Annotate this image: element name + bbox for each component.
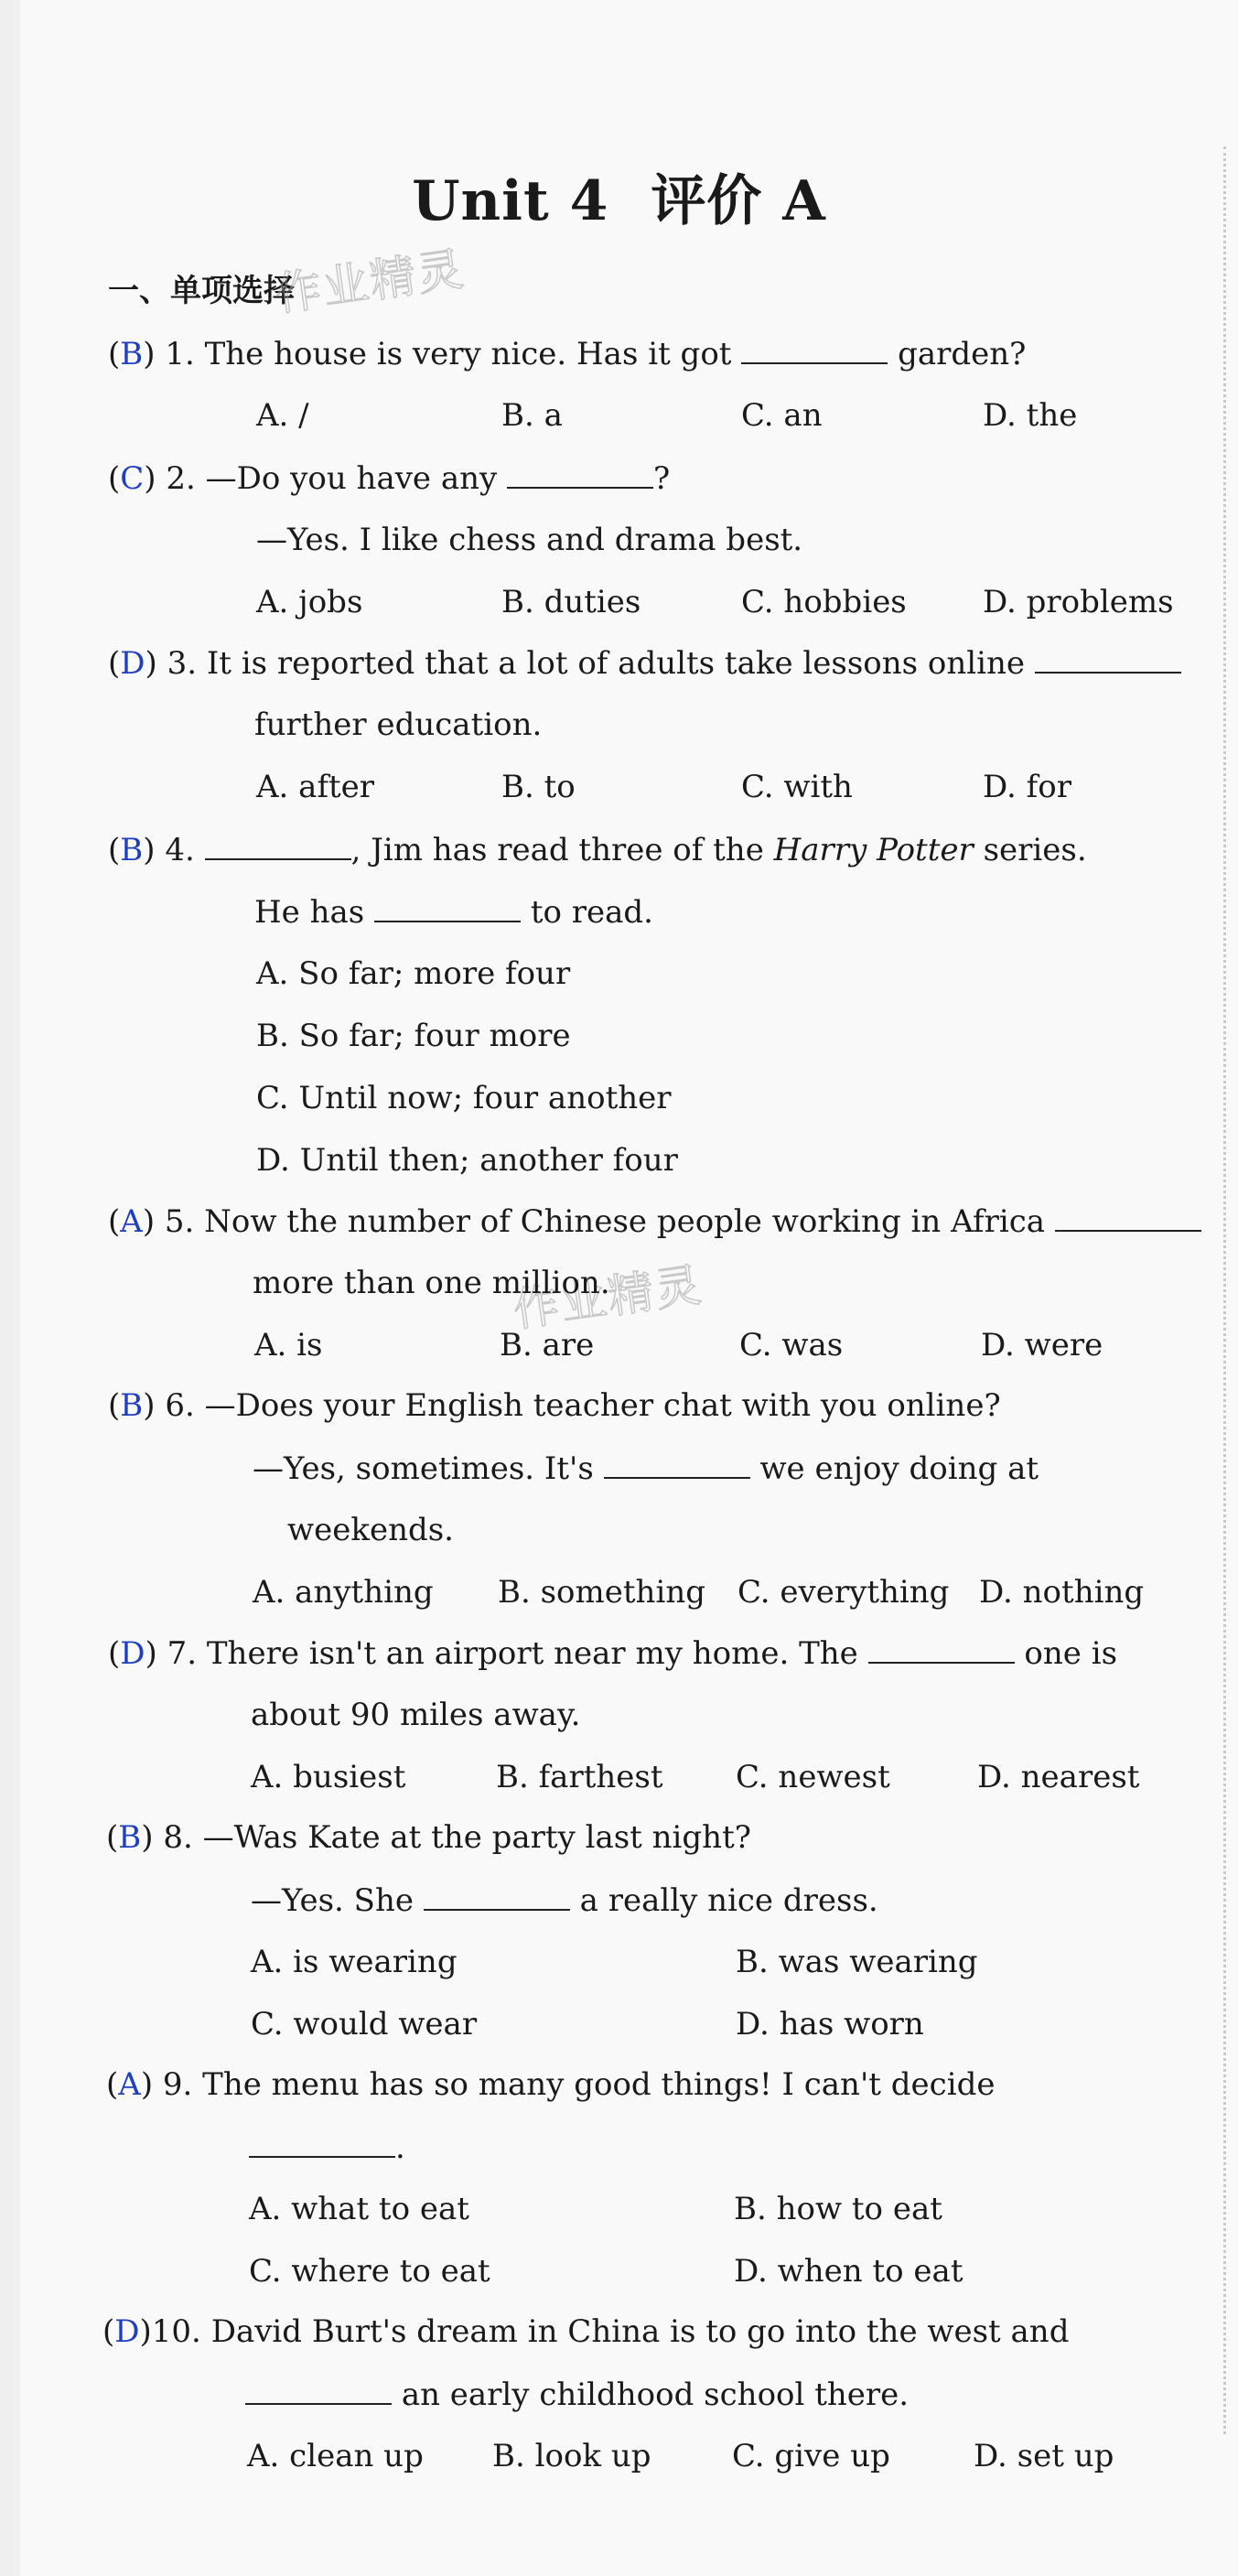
page-title [0,157,1238,236]
option-d: D. were [981,1327,1103,1363]
option-b: B. are [500,1327,595,1363]
section-heading: 一、单项选择 [108,273,295,309]
question-10-stem: (D)10. David Burt's dream in China is to go into the west and [102,2313,1070,2350]
answer-blank [245,2376,392,2405]
option-d: D. the [983,397,1078,434]
option-c: C. would wear [251,2006,478,2042]
option-d: D. problems [983,584,1174,620]
question-text: —Was Kate at the party last night? [202,1819,751,1856]
answer-8: B [118,1819,142,1856]
book-title: Harry Potter [773,832,974,868]
question-text: more than one million. [253,1265,610,1301]
question-8-stem: (B) 8. —Was Kate at the party last night? [106,1819,751,1856]
answer-2: C [120,460,145,497]
watermark-logo: 作业精灵 [272,242,468,322]
question-4-stem: (B) 4. , Jim has read three of the Harry Potter series. [108,832,1087,868]
question-text: a really nice dress. [579,1882,878,1919]
question-text: series. [983,832,1087,868]
page-edge-shadow [0,0,20,2576]
option-d: D. for [983,769,1071,805]
option-b: B. was wearing [736,1944,978,1980]
title-name: 评价 A [651,169,826,233]
dotted-margin-line [1223,146,1226,2434]
answer-blank [1055,1202,1201,1232]
question-text: , Jim has read three of the [350,832,764,868]
question-text: David Burt's dream in China is to go into the west and [210,2313,1070,2350]
question-8-line2 [251,1881,878,1919]
option-d: D. has worn [736,2006,924,2042]
question-number: 3. [167,645,198,682]
option-c: C. an [741,397,823,434]
option-b: B. duties [501,584,641,620]
question-text: ? [653,460,671,497]
option-c: C. where to eat [249,2253,490,2290]
question-text: about 90 miles away. [251,1697,581,1733]
question-text: —Yes. She [251,1882,414,1919]
title-unit: Unit 4 [412,169,609,233]
answer-3: D [120,645,145,682]
answer-10: D [114,2313,140,2350]
question-text: weekends. [287,1512,454,1548]
option-a: A. what to eat [249,2191,469,2227]
question-number: 2. [166,460,196,497]
question-text: —Do you have any [205,460,498,497]
option-a: A. So far; more four [256,955,571,992]
question-5-stem: (A) 5. Now the number of Chinese people working in Africa [108,1202,1201,1240]
question-text: He has [254,894,365,931]
answer-blank [424,1881,570,1911]
question-7-stem: (D) 7. There isn't an airport near my home. The one is [108,1635,1118,1672]
question-2-stem: (C) 2. —Do you have any ? [108,460,671,497]
question-text: —Yes, sometimes. It's [253,1450,594,1487]
option-d: D. nothing [979,1574,1145,1611]
option-c: C. with [741,769,853,805]
option-c: C. Until now; four another [256,1080,672,1116]
question-9-line2 [249,2129,405,2166]
question-number: 7. [167,1635,198,1672]
question-number: 10. [151,2313,201,2350]
answer-blank [868,1634,1015,1664]
question-number: 6. [165,1387,195,1424]
option-c: C. hobbies [741,584,907,620]
question-text: The menu has so many good things! I can't decide [202,2066,996,2103]
option-b: B. farthest [496,1759,663,1795]
question-number: 8. [163,1819,193,1856]
question-text: garden? [898,336,1027,372]
question-10-line2 [245,2376,909,2413]
option-c: C. everything [737,1574,950,1611]
question-number: 1. [165,336,195,372]
option-d: D. Until then; another four [256,1142,678,1179]
question-text: —Does your English teacher chat with you online? [204,1387,1001,1424]
question-4-line2 [254,893,653,931]
option-a: A. is [254,1327,323,1363]
option-a: A. after [256,769,375,805]
answer-blank [1035,644,1181,674]
answer-1: B [120,336,144,372]
question-1-stem: (B) 1. The house is very nice. Has it got garden? [108,336,1027,372]
option-b: B. a [501,397,563,434]
option-b: B. something [498,1574,705,1611]
question-text: one is [1024,1635,1118,1672]
answer-4: B [120,832,144,868]
question-text: we enjoy doing at [759,1450,1039,1487]
option-b: B. how to eat [734,2191,942,2227]
option-d: D. nearest [977,1759,1140,1795]
question-6-stem: (B) 6. —Does your English teacher chat with you online? [108,1387,1001,1424]
question-text: The house is very nice. Has it got [204,336,732,372]
option-c: C. give up [732,2438,890,2474]
option-a: A. busiest [251,1759,406,1795]
question-6-line2 [253,1450,1039,1487]
option-a: A. jobs [256,584,363,620]
question-3-stem: (D) 3. It is reported that a lot of adults take lessons online [108,644,1181,682]
option-c: C. newest [736,1759,890,1795]
question-text: an early childhood school there. [401,2377,910,2413]
option-d: D. when to eat [734,2253,963,2290]
question-text: It is reported that a lot of adults take lessons online [206,645,1026,682]
question-number: 9. [162,2066,193,2103]
question-text: —Yes. I like chess and drama best. [256,522,803,558]
answer-9: A [118,2066,141,2103]
answer-blank [374,893,521,922]
option-b: B. So far; four more [256,1018,571,1054]
option-b: B. to [501,769,576,805]
question-text: to read. [530,894,653,931]
question-text: Now the number of Chinese people working in Africa [204,1203,1046,1240]
answer-blank [205,831,351,860]
answer-blank [604,1450,750,1479]
option-a: A. is wearing [251,1944,458,1980]
answer-6: B [120,1387,144,1424]
question-text: . [395,2129,405,2166]
option-a: A. clean up [247,2438,424,2474]
answer-5: A [120,1203,143,1240]
option-a: A. / [256,397,309,434]
question-text: There isn't an airport near my home. The [206,1635,858,1672]
answer-blank [507,459,653,489]
question-9-stem: (A) 9. The menu has so many good things! I can't decide [106,2066,996,2103]
option-a: A. anything [253,1574,434,1611]
option-d: D. set up [974,2438,1114,2474]
question-number: 4. [165,832,195,868]
option-c: C. was [739,1327,844,1363]
watermark-logo: 作业精灵 [510,1257,706,1338]
question-text: further education. [254,706,543,743]
answer-blank [741,335,888,364]
answer-7: D [120,1635,145,1672]
question-number: 5. [164,1203,195,1240]
option-b: B. look up [492,2438,651,2474]
answer-blank [249,2129,395,2158]
